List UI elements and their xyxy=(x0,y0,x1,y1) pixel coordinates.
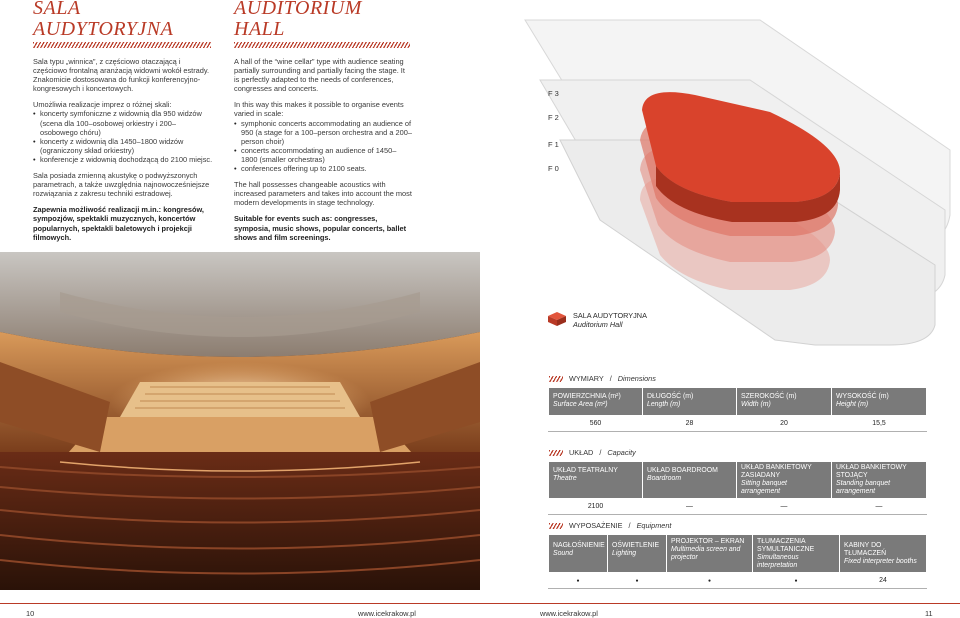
table-cell: ● xyxy=(667,573,753,589)
equipment-table xyxy=(548,534,927,589)
table-cell: ● xyxy=(608,573,667,589)
title-underline-pl xyxy=(33,42,211,48)
table-cell: — xyxy=(832,499,927,515)
scale-list-en xyxy=(234,119,412,174)
page-number-right: 11 xyxy=(925,609,933,618)
equipment-heading: WYPOSAŻENIE / Equipment xyxy=(549,521,671,530)
table-cell: 20 xyxy=(737,416,832,432)
table-header-cell: OŚWIETLENIE Lighting xyxy=(608,535,667,573)
table-cell: ● xyxy=(549,573,608,589)
title-en: AUDITORIUM HALL xyxy=(234,0,362,40)
table-header-cell: UKŁAD TEATRALNY Theatre xyxy=(549,462,643,499)
table-header-cell: KABINY DO TŁUMACZEŃ Fixed interpreter booths xyxy=(840,535,927,573)
table-header-cell: POWIERZCHNIA (m²) Surface Area (m²) xyxy=(549,388,643,416)
scale-intro-en: In this way this makes it possible to organise events varied in scale: xyxy=(234,100,404,119)
text-block-pl xyxy=(33,57,213,249)
table-header-cell: WYSOKOŚĆ (m) Height (m) xyxy=(832,388,927,416)
auditorium-photo-render xyxy=(0,252,480,590)
table-header-cell: UKŁAD BOARDROOM Boardroom xyxy=(643,462,737,499)
dimensions-table xyxy=(548,387,927,432)
table-header-cell: UKŁAD BANKIETOWY STOJĄCY Standing banquet arrangement xyxy=(832,462,927,499)
table-header-cell: TŁUMACZENIA SYMULTANICZNE Simultaneous interpretation xyxy=(753,535,840,573)
list-item: • konferencje z widownią dochodzącą do 2100 miejsc. xyxy=(33,155,213,164)
table-cell: 28 xyxy=(643,416,737,432)
suitable-en: Suitable for events such as: congresses, symposia, music shows, popular concerts, ballet shows and film screenings. xyxy=(234,214,407,242)
intro-pl: Sala typu „winnica”, z częściowo otaczającą i częściowo frontalną aranżacją widowni wokół estrady. Znakomicie dostosowana do funkcji konferencyjno-kongresowych i koncertowych. xyxy=(33,57,210,94)
intro-en: A hall of the “wine cellar” type with audience seating partially surrounding and partially facing the stage. It is perfectly adapted to the needs of conferences, congresses and concerts. xyxy=(234,57,405,94)
legend-cube-icon xyxy=(546,310,568,328)
floor-label-f0: F 0 xyxy=(548,164,559,173)
acoustics-pl: Sala posiada zmienną akustykę o podwyższonych parametrach, a także uwzględnia najnowocześniejsze rozwiązania z zakresu techniki estradowej. xyxy=(33,171,210,199)
scale-intro-pl: Umożliwia realizacje imprez o różnej skali: xyxy=(33,100,172,110)
legend-label: SALA AUDYTORYJNA Auditorium Hall xyxy=(573,311,647,329)
floor-label-f2: F 2 xyxy=(548,113,559,122)
website-link-right[interactable]: www.icekrakow.pl xyxy=(540,609,598,618)
capacity-heading: UKŁAD / Capacity xyxy=(549,448,636,457)
dimensions-heading: WYMIARY / Dimensions xyxy=(549,374,656,383)
table-header-cell: DŁUGOŚĆ (m) Length (m) xyxy=(643,388,737,416)
table-cell: 24 xyxy=(840,573,927,589)
list-item: • koncerty z widownią dla 1450–1800 widzów (ograniczony skład orkiestry) xyxy=(33,137,213,155)
page-number-left: 10 xyxy=(26,609,35,618)
website-link-left[interactable]: www.icekrakow.pl xyxy=(358,609,416,618)
footer-rule xyxy=(0,603,960,604)
capacity-table xyxy=(548,461,927,515)
title-underline-en xyxy=(234,42,410,48)
table-header-cell: SZEROKOŚĆ (m) Width (m) xyxy=(737,388,832,416)
title-pl: SALA AUDYTORYJNA xyxy=(33,0,174,40)
table-cell: 15,5 xyxy=(832,416,927,432)
scale-list-pl xyxy=(33,109,213,164)
list-item: • koncerty symfoniczne z widownią dla 950 widzów (scena dla 100–osobowej orkiestry i 200–osobowego chóru) xyxy=(33,109,213,136)
text-block-en xyxy=(234,57,412,249)
list-item: • conferences offering up to 2100 seats. xyxy=(234,164,412,173)
table-cell: 2100 xyxy=(549,499,643,515)
table-cell: ● xyxy=(753,573,840,589)
list-item: • symphonic concerts accommodating an audience of 950 (a stage for a 100–person orchestra and a 200–person choir) xyxy=(234,119,412,146)
dimensions-hatch xyxy=(549,376,563,382)
invite-pl: Zapewnia możliwość realizacji m.in.: kongresów, sympozjów, spektakli muzycznych, koncertów popularnych, spektakli baletowych i projekcji filmowych. xyxy=(33,205,204,242)
table-header-cell: PROJEKTOR – EKRAN Multimedia screen and projector xyxy=(667,535,753,573)
table-cell: — xyxy=(737,499,832,515)
table-cell: — xyxy=(643,499,737,515)
floor-plan-diagram xyxy=(430,0,960,350)
table-cell: 560 xyxy=(549,416,643,432)
equipment-hatch xyxy=(549,523,563,529)
table-header-cell: NAGŁOŚNIENIE Sound xyxy=(549,535,608,573)
capacity-hatch xyxy=(549,450,563,456)
acoustics-en: The hall possesses changeable acoustics with increased parameters and takes into account the most modern developments in stage technology. xyxy=(234,180,412,208)
auditorium-photo xyxy=(0,252,480,590)
list-item: • concerts accommodating an audience of 1450–1800 (smaller orchestras) xyxy=(234,146,412,164)
table-header-cell: UKŁAD BANKIETOWY ZASIADANY Sitting banquet arrangement xyxy=(737,462,832,499)
floor-label-f1: F 1 xyxy=(548,140,559,149)
floor-label-f3: F 3 xyxy=(548,89,559,98)
